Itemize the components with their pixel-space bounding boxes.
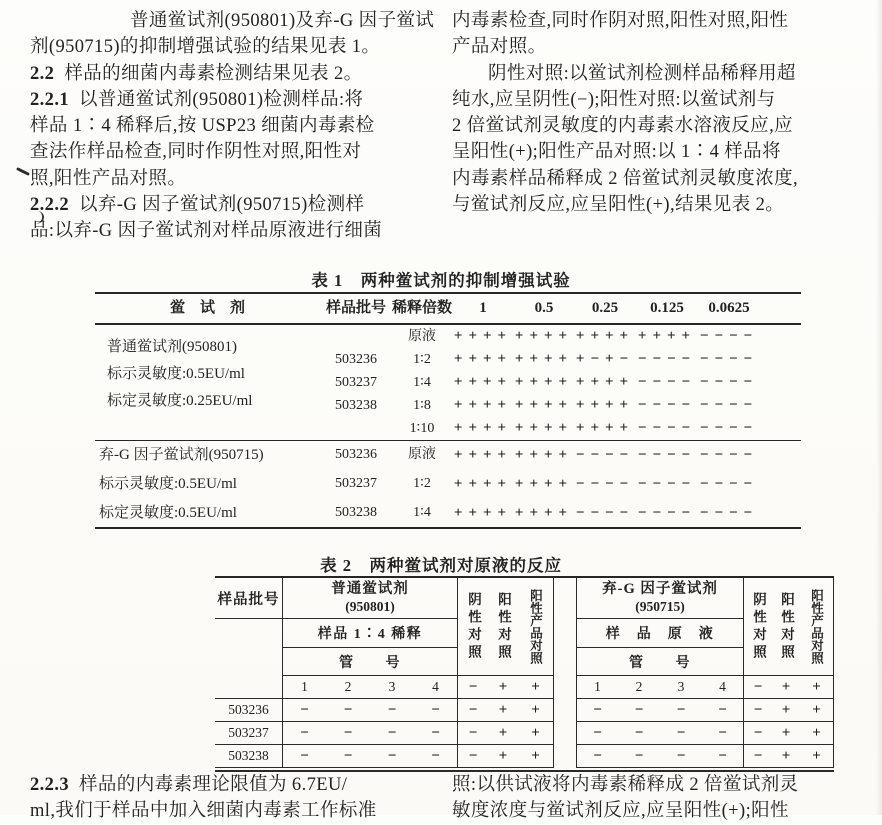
table1-result-cell: −−−− <box>699 476 759 492</box>
table2-result-cell: − <box>414 722 458 745</box>
table1-result-cell: ++++ <box>514 328 574 344</box>
paragraph-line: 2.2.3 样品的内毒素理论限值为 6.7EU/ <box>30 775 348 795</box>
table2-batch-gap <box>215 619 282 699</box>
paragraph-line: 内毒素检查,同时作阴对照,阳性对照,阳性 <box>452 11 789 31</box>
table2-batch-header: 样品批号 <box>215 578 282 619</box>
table2-batch-cell: 503238 <box>215 745 282 768</box>
table1-header-conc: 0.5 <box>534 300 554 316</box>
table2-result-cell: + <box>800 699 834 722</box>
table2-result-cell: + <box>772 699 800 722</box>
paragraph-line: 产品对照。 <box>452 37 547 58</box>
table1-result-cell: ++++ <box>514 420 574 436</box>
table2-result-cell: − <box>660 745 702 768</box>
table2-result-cell: − <box>660 722 702 745</box>
paragraph-line: 照:以供试液将内毒素稀释成 2 倍鲎试剂灵 <box>452 775 799 795</box>
table2-result-cell: + <box>518 699 554 722</box>
table1-batch-cell: 503236 <box>335 447 377 462</box>
table1-result-cell: −−−− <box>575 447 635 463</box>
paragraph-line: ml,我们于样品中加入细菌内毒素工作标准 <box>30 801 377 822</box>
table1-header-dilution: 稀释倍数 <box>392 300 453 316</box>
table1-result-cell: −−−− <box>637 397 697 413</box>
table1-header-conc: 1 <box>479 300 487 316</box>
table1-result-cell: −−−− <box>699 397 759 413</box>
table1-batch-cell: 503237 <box>335 375 377 390</box>
table1-batch-cell <box>320 325 392 348</box>
table2-control-header: 阳性产品对照 <box>518 578 554 676</box>
table1-result-cell: −−−− <box>575 476 635 492</box>
table1-header-row <box>95 292 801 325</box>
table2-result-cell: − <box>458 722 488 745</box>
table2-control-header: 阳性对照 <box>488 578 518 676</box>
table1-result-cell: −−−− <box>699 505 759 521</box>
table2-result-cell: − <box>458 699 488 722</box>
table2-tube-number: 3 <box>660 676 702 699</box>
table2-result-cell: − <box>618 699 660 722</box>
table1-result-cell: ++++ <box>453 397 513 413</box>
paragraph-line: 2 倍鲎试剂灵敏度的内毒素水溶液反应,应 <box>452 116 794 137</box>
table2-result-cell: + <box>488 745 518 768</box>
table2-center-gap <box>554 578 576 768</box>
table2-control-header: 阳性产品对照 <box>800 578 834 676</box>
paragraph-line: 剂(950715)的抑制增强试验的结果见表 1。 <box>30 37 381 58</box>
paragraph-line: 2.2.1 以普通鲎试剂(950801)检测样品:将 <box>30 89 364 110</box>
table2 <box>215 576 834 772</box>
table1-header-batch: 样品批号 <box>325 300 386 316</box>
table1-batch-cell: 503238 <box>335 505 377 520</box>
table2-tube-number: 2 <box>618 676 660 699</box>
table2-control-header: 阴性对照 <box>744 578 772 676</box>
table1-result-cell: −−−− <box>637 351 697 367</box>
table1-batch-cell <box>320 417 392 440</box>
table1-batch-cell: 503237 <box>335 476 377 491</box>
table1-result-cell: ++++ <box>453 505 513 521</box>
table1-header-conc: 0.0625 <box>708 300 750 316</box>
table1-header-conc: 0.25 <box>591 300 619 316</box>
table1-result-cell: −−−− <box>637 420 697 436</box>
scan-artifact-stroke <box>16 167 30 176</box>
table2-title: 表 2 两种鲎试剂对原液的反应 <box>320 556 562 575</box>
paragraph-line: 样品 1∶4 稀释后,按 USP23 细菌内毒素检 <box>30 116 375 137</box>
table2-batch-cell: 503237 <box>215 722 282 745</box>
table1-result-cell: ++++ <box>575 374 635 390</box>
table2-result-cell: − <box>414 699 458 722</box>
table2-result-cell: − <box>370 745 414 768</box>
table1-batch-cell: 503238 <box>335 398 377 413</box>
table1-dilution-cell: 1∶10 <box>409 421 435 436</box>
table2-result-cell: − <box>576 699 618 722</box>
table1-result-cell: ++++ <box>514 447 574 463</box>
table1-result-cell: ++++ <box>514 505 574 521</box>
table1-result-cell: −−−− <box>637 476 697 492</box>
table1 <box>95 292 801 529</box>
table2-result-cell: + <box>772 722 800 745</box>
table2-result-cell: + <box>800 745 834 768</box>
table1-reagent-label: 弃-G 因子鲎试剂(950715) <box>99 447 264 463</box>
table1-result-cell: −−−− <box>699 328 759 344</box>
table1-result-cell: +−+− <box>575 351 635 367</box>
table2-result-cell: − <box>618 722 660 745</box>
table2-result-cell: − <box>702 722 744 745</box>
table2-group-name: 普通鲎试剂 (950801) <box>282 578 458 619</box>
table2-tube-number: 4 <box>414 676 458 699</box>
table1-header-reagent: 鲎 试 剂 <box>169 300 245 316</box>
paragraph-line: 查法作样品检查,同时作阴性对照,阳性对 <box>30 142 362 163</box>
table1-section-ordinary-reagent <box>95 325 801 440</box>
table1-reagent-label: 标定灵敏度:0.5EU/ml <box>99 505 237 521</box>
table1-result-cell: ++++ <box>453 420 513 436</box>
table2-result-cell: − <box>702 745 744 768</box>
table2-result-cell: + <box>772 745 800 768</box>
table2-result-cell: − <box>576 745 618 768</box>
table2-result-cell: + <box>518 745 554 768</box>
table1-result-cell: ++++ <box>453 374 513 390</box>
table2-control-header: 阴性对照 <box>458 578 488 676</box>
table2-control-sign: − <box>744 676 772 699</box>
table2-control-sign: + <box>488 676 518 699</box>
paragraph-line: 品:以弃-G 因子鲎试剂对样品原液进行细菌 <box>30 221 383 242</box>
table1-dilution-cell: 1∶2 <box>413 352 431 367</box>
table1-dilution-cell: 原液 <box>408 329 436 344</box>
table1-result-cell: ++++ <box>453 351 513 367</box>
table2-control-sign: − <box>458 676 488 699</box>
table1-result-cell: −−−− <box>699 420 759 436</box>
table2-result-cell: − <box>744 699 772 722</box>
text-column-top-right <box>452 8 872 218</box>
table2-result-cell: − <box>744 722 772 745</box>
table2-result-cell: − <box>660 699 702 722</box>
table2-result-cell: − <box>326 699 370 722</box>
table2-result-cell: + <box>800 722 834 745</box>
table2-control-sign: + <box>800 676 834 699</box>
table1-result-cell: −−−− <box>699 351 759 367</box>
table2-right-half <box>576 578 834 768</box>
table1-result-cell: ++++ <box>514 397 574 413</box>
paragraph-line: 普通鲎试剂(950801)及弃-G 因子鲎试 <box>130 11 435 31</box>
table1-dilution-cell: 1∶2 <box>413 476 431 491</box>
table2-result-cell: − <box>370 699 414 722</box>
text-column-bottom-right <box>452 772 872 825</box>
table2-result-cell: + <box>488 722 518 745</box>
table2-result-cell: − <box>282 745 326 768</box>
table2-result-cell: + <box>518 722 554 745</box>
table1-result-cell: −−−− <box>637 374 697 390</box>
table2-sample-subheader: 样 品 原 液 <box>576 619 744 648</box>
table2-result-cell: − <box>576 722 618 745</box>
table2-control-header: 阳性对照 <box>772 578 800 676</box>
table2-result-cell: − <box>414 745 458 768</box>
table1-result-cell: ++++ <box>453 447 513 463</box>
paragraph-line: 2.2.2 以弃-G 因子鲎试剂(950715)检测样 <box>30 195 365 216</box>
table2-result-cell: + <box>488 699 518 722</box>
table2-result-cell: − <box>326 722 370 745</box>
table2-tube-number: 1 <box>576 676 618 699</box>
paragraph-line: 呈阳性(+);阳性产品对照:以 1∶4 样品将 <box>452 142 781 163</box>
table2-result-cell: − <box>458 745 488 768</box>
table2-result-cell: − <box>618 745 660 768</box>
table1-result-cell: −−−− <box>699 447 759 463</box>
table1-result-cell: ++++ <box>453 328 513 344</box>
table2-group-name: 弃-G 因子鲎试剂 (950715) <box>576 578 744 619</box>
paragraph-line: 2.2 样品的细菌内毒素检测结果见表 2。 <box>30 63 363 84</box>
paragraph-line: 照,阳性产品对照。 <box>30 168 187 189</box>
table2-result-cell: − <box>326 745 370 768</box>
table1-section-factorG-reagent <box>95 440 801 529</box>
table2-result-cell: − <box>370 722 414 745</box>
table2-sample-subheader: 样品 1∶4 稀释 <box>282 619 458 648</box>
table1-result-cell: ++++ <box>575 328 635 344</box>
paragraph-line: 敏度浓度与鲎试剂反应,应呈阳性(+);阳性 <box>452 801 789 822</box>
table1-batch-cell: 503236 <box>335 352 377 367</box>
paragraph-line: 与鲎试剂反应,应呈阳性(+),结果见表 2。 <box>452 195 785 216</box>
table1-dilution-cell: 1∶4 <box>413 505 431 520</box>
table2-result-cell: − <box>282 699 326 722</box>
text-column-top-left <box>30 8 450 245</box>
table1-reagent-label: 普通鲎试剂(950801) 标示灵敏度:0.5EU/ml 标定灵敏度:0.25EU/ml <box>107 339 253 409</box>
table1-dilution-cell: 1∶4 <box>413 375 431 390</box>
table1-dilution-cell: 1∶8 <box>413 398 431 413</box>
table2-tube-number: 2 <box>326 676 370 699</box>
table1-result-cell: ++++ <box>514 351 574 367</box>
table2-tube-header: 管 号 <box>576 648 744 676</box>
table2-left-half <box>215 578 554 768</box>
table1-header-conc: 0.125 <box>650 300 684 316</box>
table2-tube-number: 4 <box>702 676 744 699</box>
table1-result-cell: ++++ <box>514 476 574 492</box>
table2-tube-number: 1 <box>282 676 326 699</box>
table2-tube-header: 管 号 <box>282 648 458 676</box>
table1-result-cell: −−−− <box>575 505 635 521</box>
table2-result-cell: − <box>744 745 772 768</box>
paragraph-line: 阴性对照:以鲎试剂检测样品稀释用超 <box>488 63 796 84</box>
table1-result-cell: ++++ <box>514 374 574 390</box>
text-column-bottom-left <box>30 772 450 825</box>
table1-reagent-label: 标示灵敏度:0.5EU/ml <box>99 476 237 492</box>
table2-result-cell: − <box>282 722 326 745</box>
table2-control-sign: + <box>772 676 800 699</box>
table1-dilution-cell: 原液 <box>408 447 436 462</box>
table1-result-cell: −−−− <box>637 447 697 463</box>
paragraph-line: 内毒素样品稀释成 2 倍鲎试剂灵敏度浓度, <box>452 168 799 189</box>
table1-result-cell: −−−− <box>637 505 697 521</box>
table2-control-sign: + <box>518 676 554 699</box>
paragraph-line: 纯水,应呈阴性(−);阳性对照:以鲎试剂与 <box>452 89 776 110</box>
table2-batch-cell: 503236 <box>215 699 282 722</box>
table1-result-cell: ++++ <box>453 476 513 492</box>
table1-result-cell: ++++ <box>575 420 635 436</box>
table2-result-cell: − <box>702 699 744 722</box>
table1-result-cell: ++++ <box>637 328 697 344</box>
table1-result-cell: −−−− <box>699 374 759 390</box>
table1-title: 表 1 两种鲎试剂的抑制增强试验 <box>311 271 571 290</box>
table2-tube-number: 3 <box>370 676 414 699</box>
table1-result-cell: ++++ <box>575 397 635 413</box>
